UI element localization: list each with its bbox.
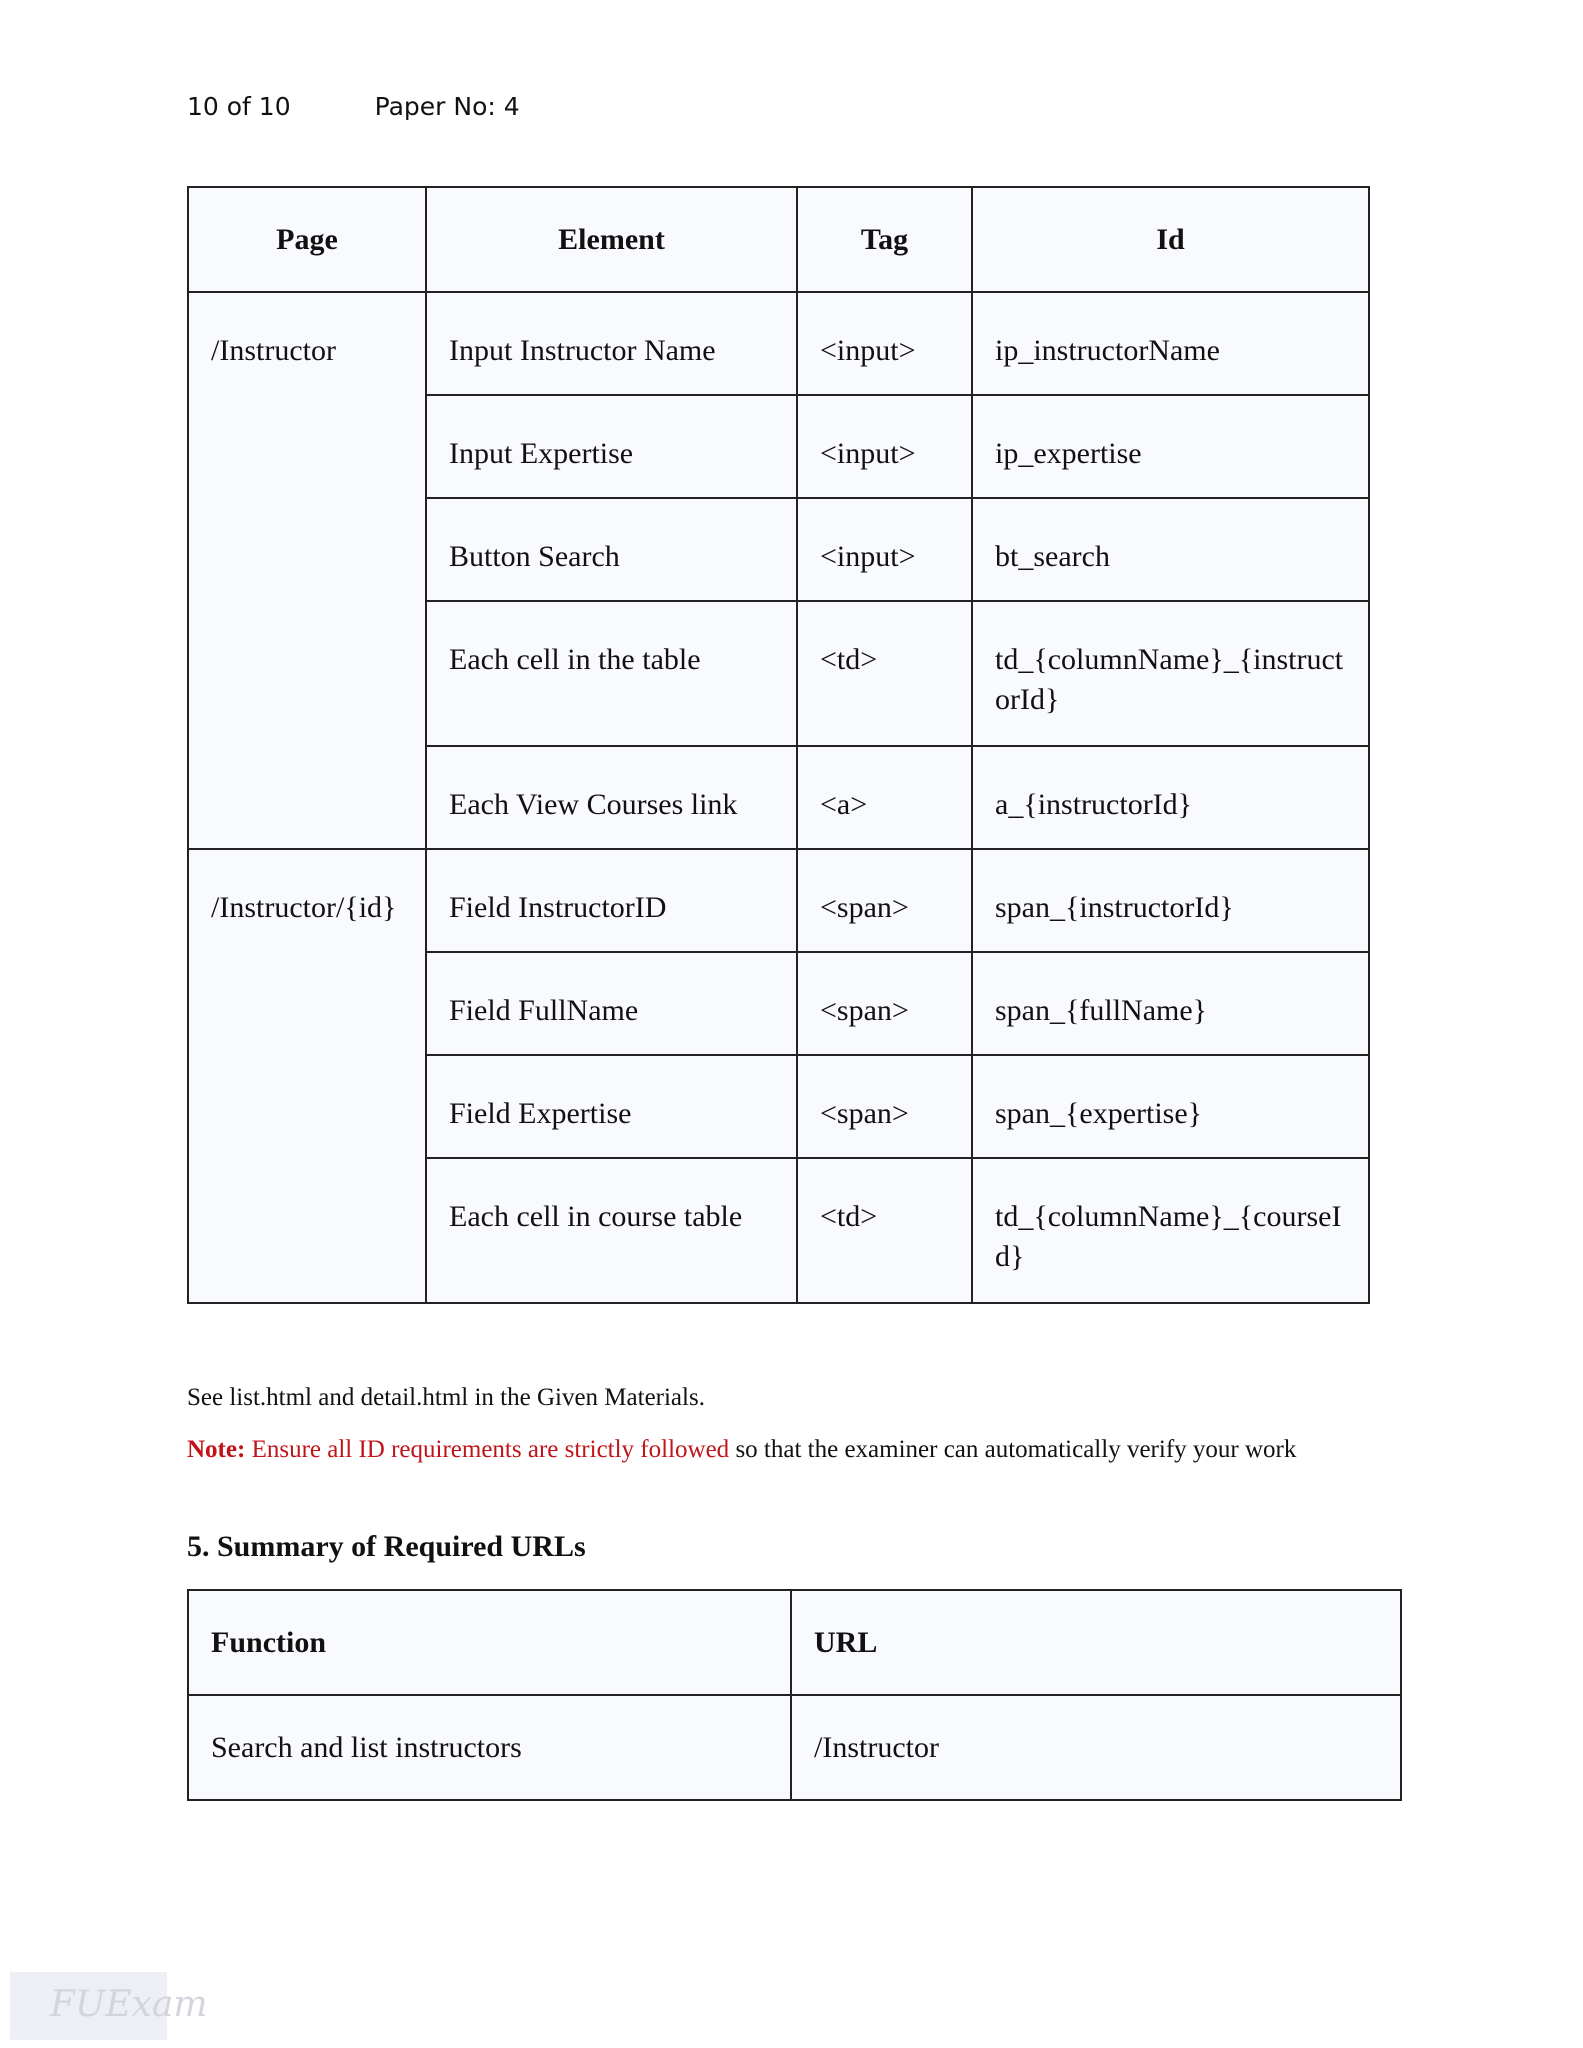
column-header-tag: Tag: [797, 187, 972, 292]
tag-cell: <input>: [797, 498, 972, 601]
paper-number: Paper No: 4: [374, 92, 520, 121]
element-cell: Field FullName: [426, 952, 797, 1055]
element-id-table: [187, 186, 1370, 1304]
table-row: [188, 849, 1369, 952]
element-cell: Field Expertise: [426, 1055, 797, 1158]
column-header-element: Element: [426, 187, 797, 292]
element-cell: Each cell in course table: [426, 1158, 797, 1303]
note-rest: so that the examiner can automatically verify your work: [735, 1436, 1297, 1463]
page-cell-instructor-detail: /Instructor/{id}: [188, 849, 426, 1303]
id-cell: span_{instructorId}: [972, 849, 1369, 952]
tag-cell: <span>: [797, 849, 972, 952]
element-cell: Each cell in the table: [426, 601, 797, 746]
watermark-logo: [10, 1972, 208, 2040]
materials-reference-text: See list.html and detail.html in the Given Materials.: [187, 1384, 705, 1411]
page-counter: 10 of 10: [187, 92, 291, 121]
element-cell: Field InstructorID: [426, 849, 797, 952]
element-cell: Input Instructor Name: [426, 292, 797, 395]
id-cell: ip_instructorName: [972, 292, 1369, 395]
tag-cell: <td>: [797, 1158, 972, 1303]
column-header-url: URL: [791, 1590, 1401, 1695]
note-emphasis: Ensure all ID requirements are strictly followed: [251, 1436, 730, 1463]
id-cell: td_{columnName}_{instructorId}: [972, 601, 1369, 746]
id-cell: ip_expertise: [972, 395, 1369, 498]
function-cell: Search and list instructors: [188, 1695, 791, 1800]
id-cell: bt_search: [972, 498, 1369, 601]
note-paragraph: [187, 1436, 1296, 1464]
page-header: [187, 92, 520, 121]
tag-cell: <input>: [797, 292, 972, 395]
note-label: Note:: [187, 1436, 246, 1463]
tag-cell: <td>: [797, 601, 972, 746]
element-cell: Input Expertise: [426, 395, 797, 498]
table-row: [188, 1695, 1401, 1800]
url-cell: /Instructor: [791, 1695, 1401, 1800]
table-header-row: [188, 1590, 1401, 1695]
id-cell: td_{columnName}_{courseId}: [972, 1158, 1369, 1303]
page-cell-instructor: /Instructor: [188, 292, 426, 849]
table-header-row: [188, 187, 1369, 292]
column-header-function: Function: [188, 1590, 791, 1695]
table-row: [188, 292, 1369, 395]
required-urls-table: [187, 1589, 1402, 1801]
id-cell: span_{expertise}: [972, 1055, 1369, 1158]
id-cell: span_{fullName}: [972, 952, 1369, 1055]
tag-cell: <a>: [797, 746, 972, 849]
id-cell: a_{instructorId}: [972, 746, 1369, 849]
element-cell: Button Search: [426, 498, 797, 601]
tag-cell: <span>: [797, 1055, 972, 1158]
element-cell: Each View Courses link: [426, 746, 797, 849]
column-header-page: Page: [188, 187, 426, 292]
tag-cell: <input>: [797, 395, 972, 498]
section-heading: 5. Summary of Required URLs: [187, 1530, 586, 1563]
watermark-text: FUExam: [50, 1984, 208, 2025]
column-header-id: Id: [972, 187, 1369, 292]
tag-cell: <span>: [797, 952, 972, 1055]
